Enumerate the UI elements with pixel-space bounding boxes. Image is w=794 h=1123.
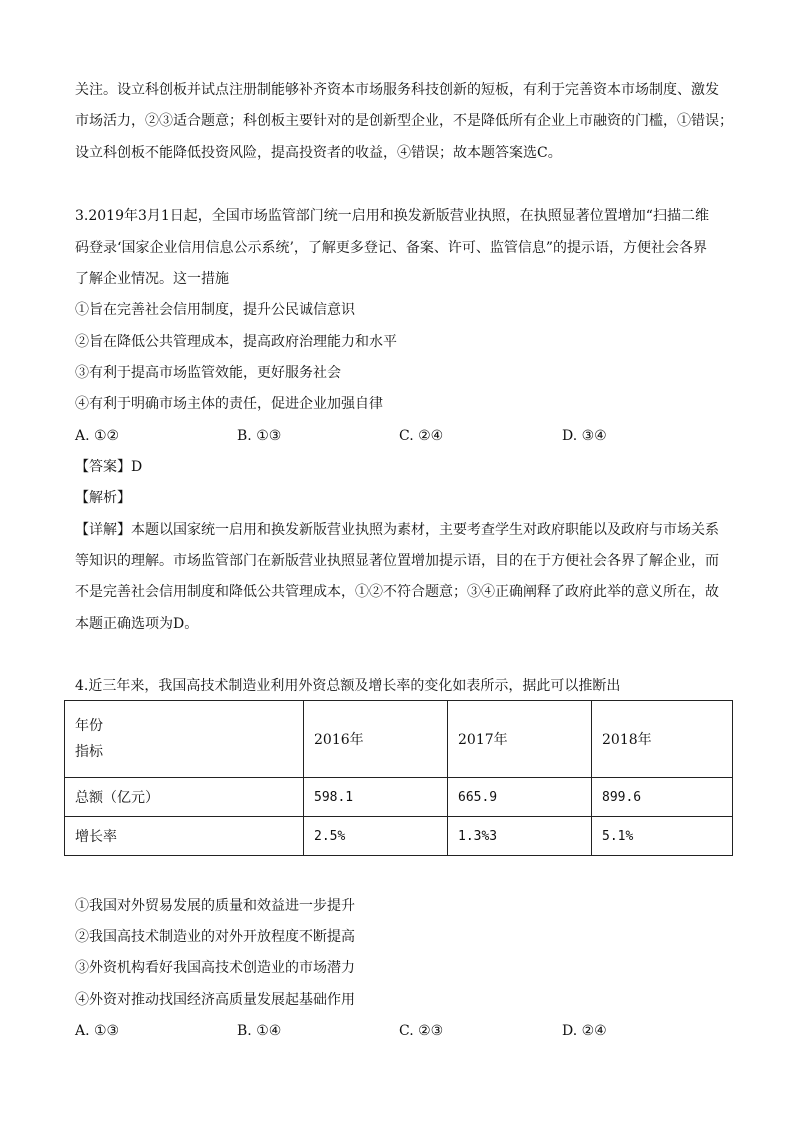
question-4-option-c: C. ②③	[399, 1023, 444, 1039]
table-cell: 665.9	[448, 778, 592, 817]
question-4-item: ①我国对外贸易发展的质量和效益进一步提升	[75, 898, 355, 914]
question-4-option-b: B. ①④	[237, 1023, 282, 1039]
table-cell: 899.6	[592, 778, 733, 817]
question-3-option-a: A. ①②	[75, 428, 120, 444]
table-row	[65, 817, 733, 856]
question-4-stem: 4.近三年来，我国高技术制造业利用外资总额及增长率的变化如表所示，据此可以推断出	[75, 678, 621, 694]
table-header-row	[65, 701, 733, 778]
question-3-detail: 不是完善社会信用制度和降低公共管理成本，①②不符合题意；③④正确阐释了政府此举的意义所在，故	[75, 584, 719, 600]
question-3-answer: 【答案】D	[75, 459, 143, 475]
paragraph-line: 设立科创板不能降低投资风险，提高投资者的收益，④错误；故本题答案选C。	[75, 145, 562, 161]
question-3-item: ②旨在降低公共管理成本，提高政府治理能力和水平	[75, 334, 397, 350]
table-cell: 598.1	[304, 778, 448, 817]
table-row-label: 增长率	[65, 817, 304, 856]
table-header-year: 2016年	[304, 701, 448, 778]
question-3-stem: 3.2019年3月1日起，全国市场监管部门统一启用和换发新版营业执照，在执照显著位置增加“扫描二维	[75, 208, 709, 224]
header-indicator-label: 指标	[75, 744, 103, 760]
question-4-option-a: A. ①③	[75, 1023, 120, 1039]
question-3-stem: 码登录‘国家企业信用信息公示系统’，了解更多登记、备案、许可、监管信息”的提示语，方便社会各界	[75, 240, 708, 256]
question-3-detail: 等知识的理解。市场监管部门在新版营业执照显著位置增加提示语，目的在于方便社会各界了解企业，而	[75, 553, 719, 569]
question-3-option-d: D. ③④	[562, 428, 607, 444]
question-3-item: ①旨在完善社会信用制度，提升公民诚信意识	[75, 302, 355, 318]
table-cell: 1.3%3	[448, 817, 592, 856]
question-3-detail: 【详解】本题以国家统一启用和换发新版营业执照为素材，主要考查学生对政府职能以及政府与市场关系	[75, 522, 719, 538]
question-3-detail: 本题正确选项为D。	[75, 616, 199, 632]
header-year-label: 年份	[75, 718, 103, 734]
question-3-option-c: C. ②④	[399, 428, 444, 444]
table-row-label: 总额（亿元）	[65, 778, 304, 817]
question-3-stem: 了解企业情况。这一措施	[75, 271, 229, 287]
question-4-option-d: D. ②④	[562, 1023, 607, 1039]
question-3-option-b: B. ①③	[237, 428, 282, 444]
table-header-year: 2017年	[448, 701, 592, 778]
table-cell: 5.1%	[592, 817, 733, 856]
question-4-item: ②我国高技术制造业的对外开放程度不断提高	[75, 929, 355, 945]
question-3-item: ④有利于明确市场主体的责任，促进企业加强自律	[75, 396, 383, 412]
paragraph-line: 关注。设立科创板并试点注册制能够补齐资本市场服务科技创新的短板，有利于完善资本市场制度、激发	[75, 82, 719, 98]
question-4-item: ④外资对推动找国经济高质量发展起基础作用	[75, 992, 355, 1008]
table-row	[65, 778, 733, 817]
data-table	[64, 700, 733, 856]
question-3-analysis-label: 【解析】	[75, 490, 131, 506]
table-header-year: 2018年	[592, 701, 733, 778]
table-corner-cell	[65, 701, 304, 778]
question-4-item: ③外资机构看好我国高技术创造业的市场潜力	[75, 960, 355, 976]
paragraph-line: 市场活力，②③适合题意；科创板主要针对的是创新型企业，不是降低所有企业上市融资的门槛，①错误；	[75, 113, 733, 129]
question-3-item: ③有利于提高市场监管效能，更好服务社会	[75, 365, 341, 381]
table-cell: 2.5%	[304, 817, 448, 856]
